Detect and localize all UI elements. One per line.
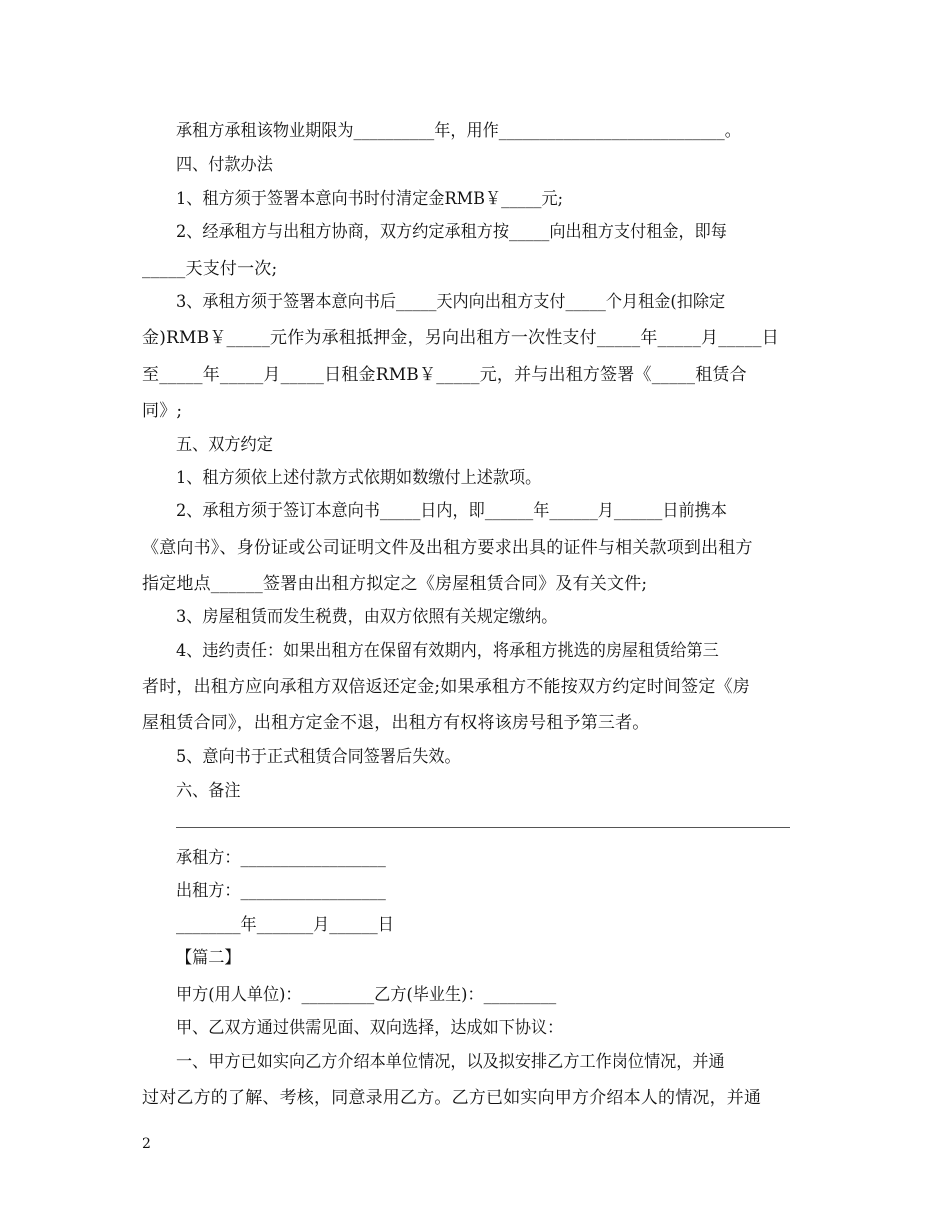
text-line: 过对乙方的了解、考核，同意录用乙方。乙方已如实向甲方介绍本人的情况，并通 (142, 1088, 762, 1108)
signature-line-lessor: 出租方：__________________ (176, 881, 386, 901)
text-line: 者时，出租方应向承租方双倍返还定金;如果承租方不能按双方约定时间签定《房 (142, 677, 750, 697)
text-line: 甲、乙双方通过供需见面、双向选择，达成如下协议： (176, 1018, 564, 1038)
date-line: ________年_______月______日 (176, 915, 394, 935)
text-line: 1、租方须于签署本意向书时付清定金RMB￥_____元; (176, 189, 564, 209)
remarks-blank-line (176, 827, 790, 828)
text-line: 屋租赁合同》，出租方定金不退，出租方有权将该房号租予第三者。 (142, 713, 650, 733)
part-heading: 【篇二】 (176, 948, 241, 968)
section-heading: 四、付款办法 (176, 155, 273, 175)
text-line: 3、房屋租赁而发生税费，由双方依照有关规定缴纳。 (176, 607, 558, 627)
text-line: _____天支付一次; (142, 259, 278, 279)
page-number: 2 (142, 1136, 151, 1152)
text-line: 5、意向书于正式租赁合同签署后失效。 (176, 747, 461, 767)
signature-line-lessee: 承租方：__________________ (176, 848, 386, 868)
section-heading: 五、双方约定 (176, 435, 273, 455)
text-line: 一、甲方已如实向乙方介绍本单位情况，以及拟安排乙方工作岗位情况，并通 (176, 1052, 725, 1072)
section-heading: 六、备注 (176, 781, 241, 801)
text-line: 《意向书》、身份证或公司证明文件及出租方要求出具的证件与相关款项到出租方 (142, 538, 753, 558)
text-line: 2、承租方须于签订本意向书_____日内，即______年______月______日前携本 (176, 501, 727, 521)
text-line: 4、违约责任：如果出租方在保留有效期内，将承租方挑选的房屋租赁给第三 (176, 641, 719, 661)
text-line: 至_____年_____月_____日租金RMB￥_____元，并与出租方签署《_____租赁合 (142, 365, 747, 385)
text-line: 1、租方须依上述付款方式依期如数缴付上述款项。 (176, 468, 542, 488)
text-line: 承租方承租该物业期限为__________年，用作____________________________。 (176, 121, 741, 141)
text-line: 金)RMB￥_____元作为承租抵押金，另向出租方一次性支付_____年_____月_____日 (142, 328, 779, 348)
text-line: 同》; (142, 401, 183, 421)
text-line: 指定地点______签署由出租方拟定之《房屋租赁合同》及有关文件; (142, 574, 648, 594)
text-line: 3、承租方须于签署本意向书后_____天内向出租方支付_____个月租金(扣除定 (176, 292, 726, 312)
text-line: 2、经承租方与出租方协商，双方约定承租方按_____向出租方支付租金，即每 (176, 222, 727, 242)
text-line: 甲方(用人单位)：_________乙方(毕业生)：_________ (176, 985, 557, 1005)
